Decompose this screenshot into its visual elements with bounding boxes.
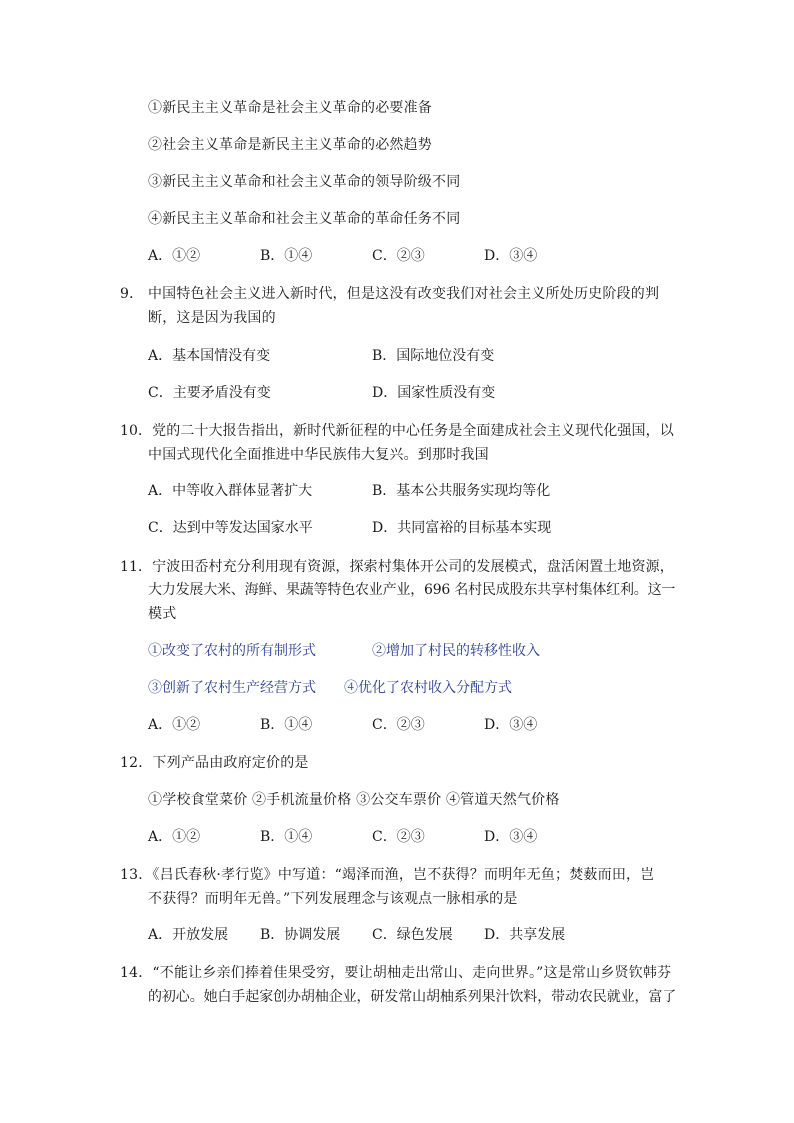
q11-option-c: C．②③ [372,717,425,733]
q9-option-c: C．主要矛盾没有变 [148,385,271,401]
q9-option-b: B．国际地位没有变 [372,348,495,364]
q10-stem-line1: 10．党的二十大报告指出，新时代新征程的中心任务是全面建成社会主义现代化强国，以 [120,423,674,439]
q14-stem-line1: 14．“不能让乡亲们捧着佳果受穷，要让胡柚走出常山、走向世界。”这是常山乡贤钦韩芬 [120,965,672,981]
q13-stem-line2: 不获得？而明年无兽。”下列发展理念与该观点一脉相承的是 [148,891,518,907]
q8-statement-2: ②社会主义革命是新民主主义革命的必然趋势 [148,137,432,153]
q11-option-a: A．①② [148,717,201,733]
q12-statements: ①学校食堂菜价 ②手机流量价格 ③公交车票价 ④管道天然气价格 [148,792,560,808]
q10-option-a: A．中等收入群体显著扩大 [148,483,313,499]
q8-option-b: B．①④ [260,248,313,264]
q8-option-c: C．②③ [372,248,425,264]
q12-option-c: C．②③ [372,829,425,845]
q11-stem-line2: 大力发展大米、海鲜、果蔬等特色农业产业，696 名村民成股东共享村集体红利。这一 [148,582,676,598]
q8-statement-3: ③新民主主义革命和社会主义革命的领导阶级不同 [148,174,461,190]
q8-statement-4: ④新民主主义革命和社会主义革命的革命任务不同 [148,211,461,227]
q10-option-b: B．基本公共服务实现均等化 [372,483,551,499]
q12-option-b: B．①④ [260,829,313,845]
q8-option-d: D．③④ [484,248,538,264]
q11-statement-3: ③创新了农村生产经营方式 [148,680,316,696]
q10-option-d: D．共同富裕的目标基本实现 [372,520,552,536]
q8-option-a: A．①② [148,248,201,264]
q9-option-d: D．国家性质没有变 [372,385,496,401]
q11-stem-line3: 模式 [148,606,177,622]
q11-option-b: B．①④ [260,717,313,733]
q13-option-b: B．协调发展 [260,927,341,943]
q11-option-d: D．③④ [484,717,538,733]
q13-stem-line1: 13．《吕氏春秋·孝行览》中写道：“竭泽而渔，岂不获得？而明年无鱼；焚薮而田，岂 [120,867,655,883]
q11-stem-line1: 11．宁波田岙村充分利用现有资源，探索村集体开公司的发展模式，盘活闲置土地资源， [120,559,674,575]
q9-option-a: A．基本国情没有变 [148,348,271,364]
q14-stem-line2: 的初心。她白手起家创办胡柚企业，研发常山胡柚系列果汁饮料，带动农民就业，富了 [148,989,677,1005]
q8-statement-1: ①新民主主义革命是社会主义革命的必要准备 [148,100,432,116]
q11-statement-2: ②增加了村民的转移性收入 [372,643,540,659]
q11-statement-1: ①改变了农村的所有制形式 [148,643,316,659]
q9-stem-line1: 9． 中国特色社会主义进入新时代，但是这没有改变我们对社会主义所处历史阶段的判 [120,286,660,302]
q11-statement-4: ④优化了农村收入分配方式 [344,680,512,696]
q12-option-d: D．③④ [484,829,538,845]
q9-stem-line2: 断，这是因为我国的 [148,310,276,326]
q13-option-c: C．绿色发展 [372,927,453,943]
q10-option-c: C．达到中等发达国家水平 [148,520,313,536]
q12-option-a: A．①② [148,829,201,845]
q13-option-a: A．开放发展 [148,927,229,943]
q13-option-d: D．共享发展 [484,927,566,943]
q10-stem-line2: 中国式现代化全面推进中华民族伟大复兴。到那时我国 [148,447,489,463]
q12-stem: 12．下列产品由政府定价的是 [120,755,309,771]
